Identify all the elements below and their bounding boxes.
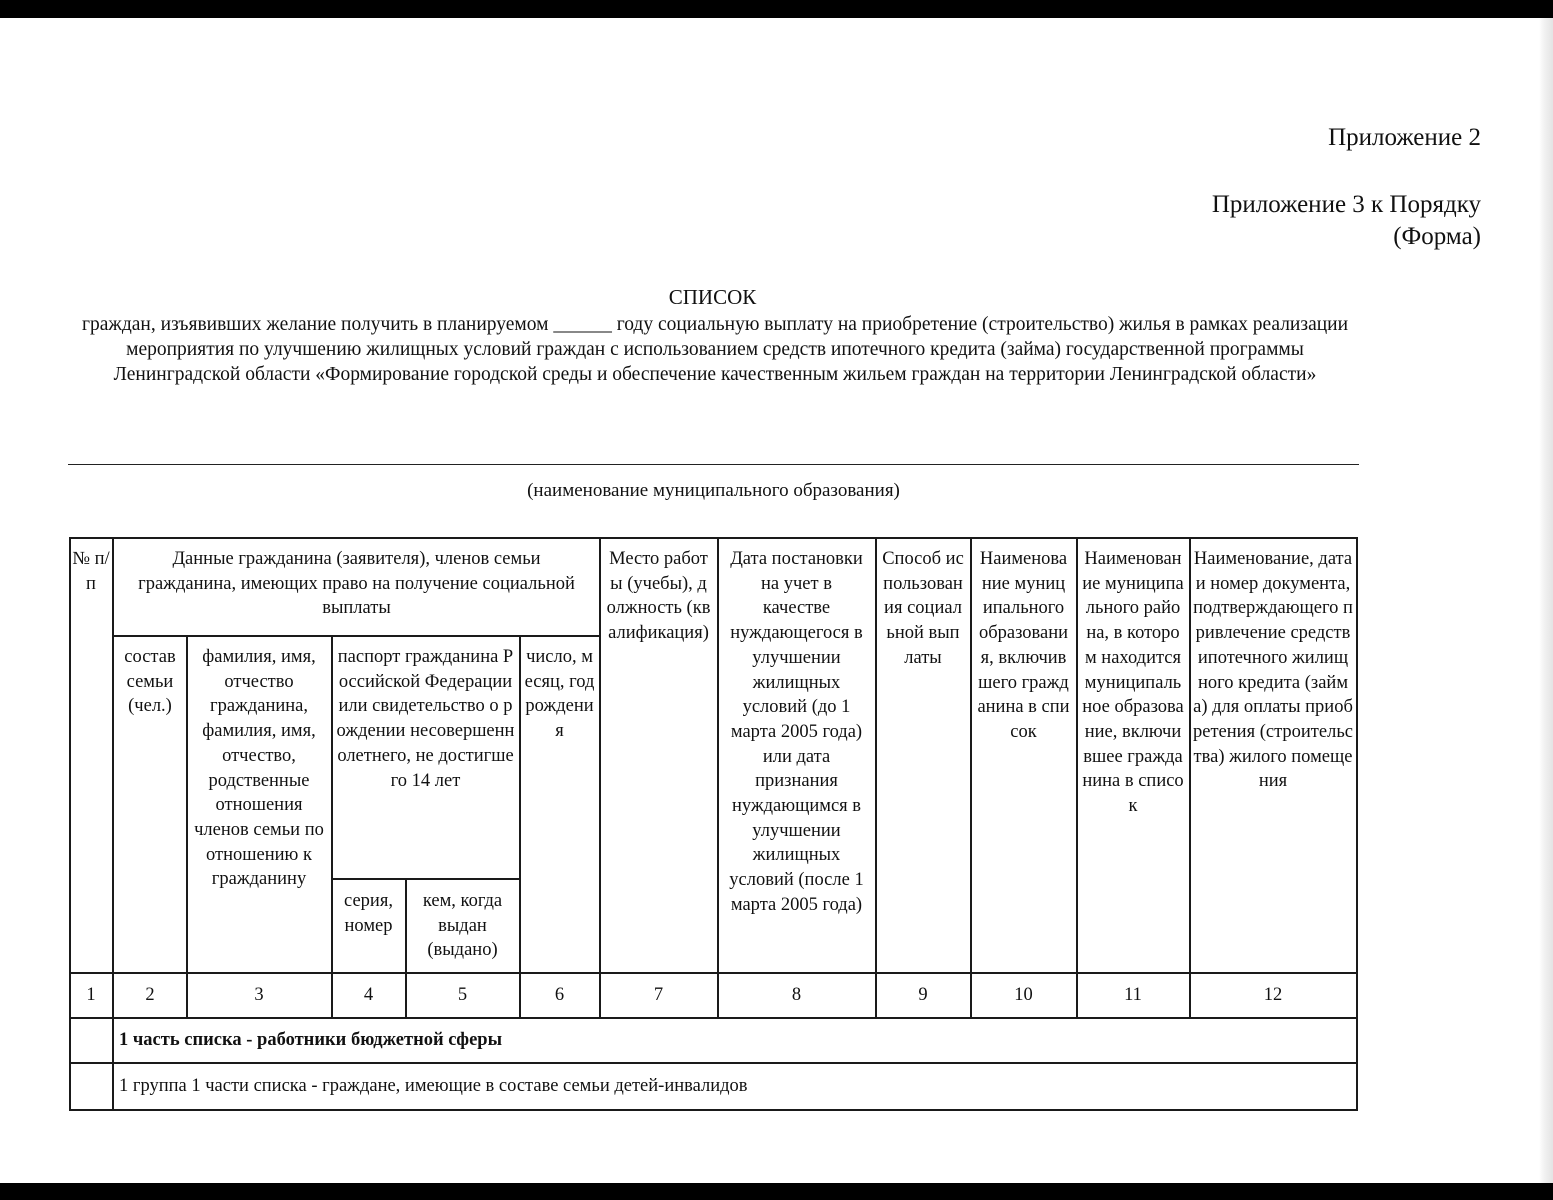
header-workplace: Место работы (учебы), должность (квалификация) <box>606 549 711 644</box>
column-number-1: 1 <box>86 984 96 1005</box>
appendix-3-line2: (Форма) <box>1393 223 1481 250</box>
document-description: граждан, изъявивших желание получить в планируемом ______ году социальную выплату на приобретение (строительство) жилья в рамках реализации мероприятия по улучшению жилищных условий граждан с использованием средств ипотечного кредита (займа) государственной программы Ленинградской области «Формирование городской среды и обеспечение качественным жильем граждан на территории Ленинградской области» <box>81 314 1349 385</box>
header-series-number: серия, номер <box>344 891 393 936</box>
column-number-5: 5 <box>457 984 468 1005</box>
header-birth-date: число, месяц, год рождения <box>524 647 595 742</box>
appendix-2-label: Приложение 2 <box>1328 124 1481 151</box>
header-full-names: фамилия, имя, отчество гражданина, фамилия, имя, отчество, родственные отношения членов семьи по отношению к гражданину <box>194 647 324 890</box>
header-num: № п/п <box>72 549 110 594</box>
header-payment-method: Способ использования социальной выплаты <box>882 549 964 668</box>
column-number-2: 2 <box>145 984 155 1005</box>
document-title: СПИСОК <box>668 285 757 309</box>
scan-top-border <box>0 0 1553 18</box>
column-number-10: 10 <box>1014 984 1033 1005</box>
column-number-12: 12 <box>1263 984 1283 1005</box>
column-number-11: 11 <box>1124 984 1142 1005</box>
table-border-right <box>1356 537 1358 1111</box>
column-number-7: 7 <box>653 984 664 1005</box>
header-registration-date: Дата постановки на учет в качестве нуждающегося в улучшении жилищных условий (до 1 марта 2005 года) или дата признания нуждающимся в улучшении жилищных условий (после 1 марта 2005 года) <box>729 549 864 915</box>
header-municipality-name: Наименование муниципального образования, включившего гражданина в список <box>977 549 1070 742</box>
header-issued-by: кем, когда выдан (выдано) <box>422 891 503 961</box>
citizens-table <box>69 537 1358 1112</box>
header-passport: паспорт гражданина Российской Федерации или свидетельство о рождении несовершеннолетнего, не достигшего 14 лет <box>336 647 515 791</box>
column-number-9: 9 <box>918 984 928 1005</box>
header-mortgage-document: Наименование, дата и номер документа, подтверждающего привлечение средств ипотечного жилищного кредита (займа) для оплаты приобретения (строительства) жилого помещения <box>1193 549 1353 792</box>
appendix-3-label <box>1212 189 1481 253</box>
header-district-name: Наименование муниципального района, в котором находится муниципальное образование, включившее гражданина в список <box>1082 549 1184 817</box>
group1-section-label: 1 группа 1 части списка - граждане, имеющие в составе семьи детей-инвалидов <box>119 1075 748 1096</box>
municipality-fill-line <box>68 464 1359 465</box>
column-number-3: 3 <box>254 984 264 1005</box>
header-family-size: состав семьи (чел.) <box>124 647 176 717</box>
column-number-8: 8 <box>791 984 802 1005</box>
header-citizen-data: Данные гражданина (заявителя), членов семьи гражданина, имеющих право на получение социальной выплаты <box>138 549 575 619</box>
table-border-bottom <box>69 1109 1358 1111</box>
column-number-6: 6 <box>554 984 565 1005</box>
scan-bottom-border <box>0 1183 1553 1200</box>
scan-right-edge <box>1539 18 1553 1183</box>
appendix-3-line1: Приложение 3 к Порядку <box>1211 191 1481 218</box>
municipality-caption: (наименование муниципального образования) <box>527 480 900 501</box>
column-number-4: 4 <box>363 984 374 1005</box>
part1-section-label: 1 часть списка - работники бюджетной сферы <box>119 1029 503 1050</box>
